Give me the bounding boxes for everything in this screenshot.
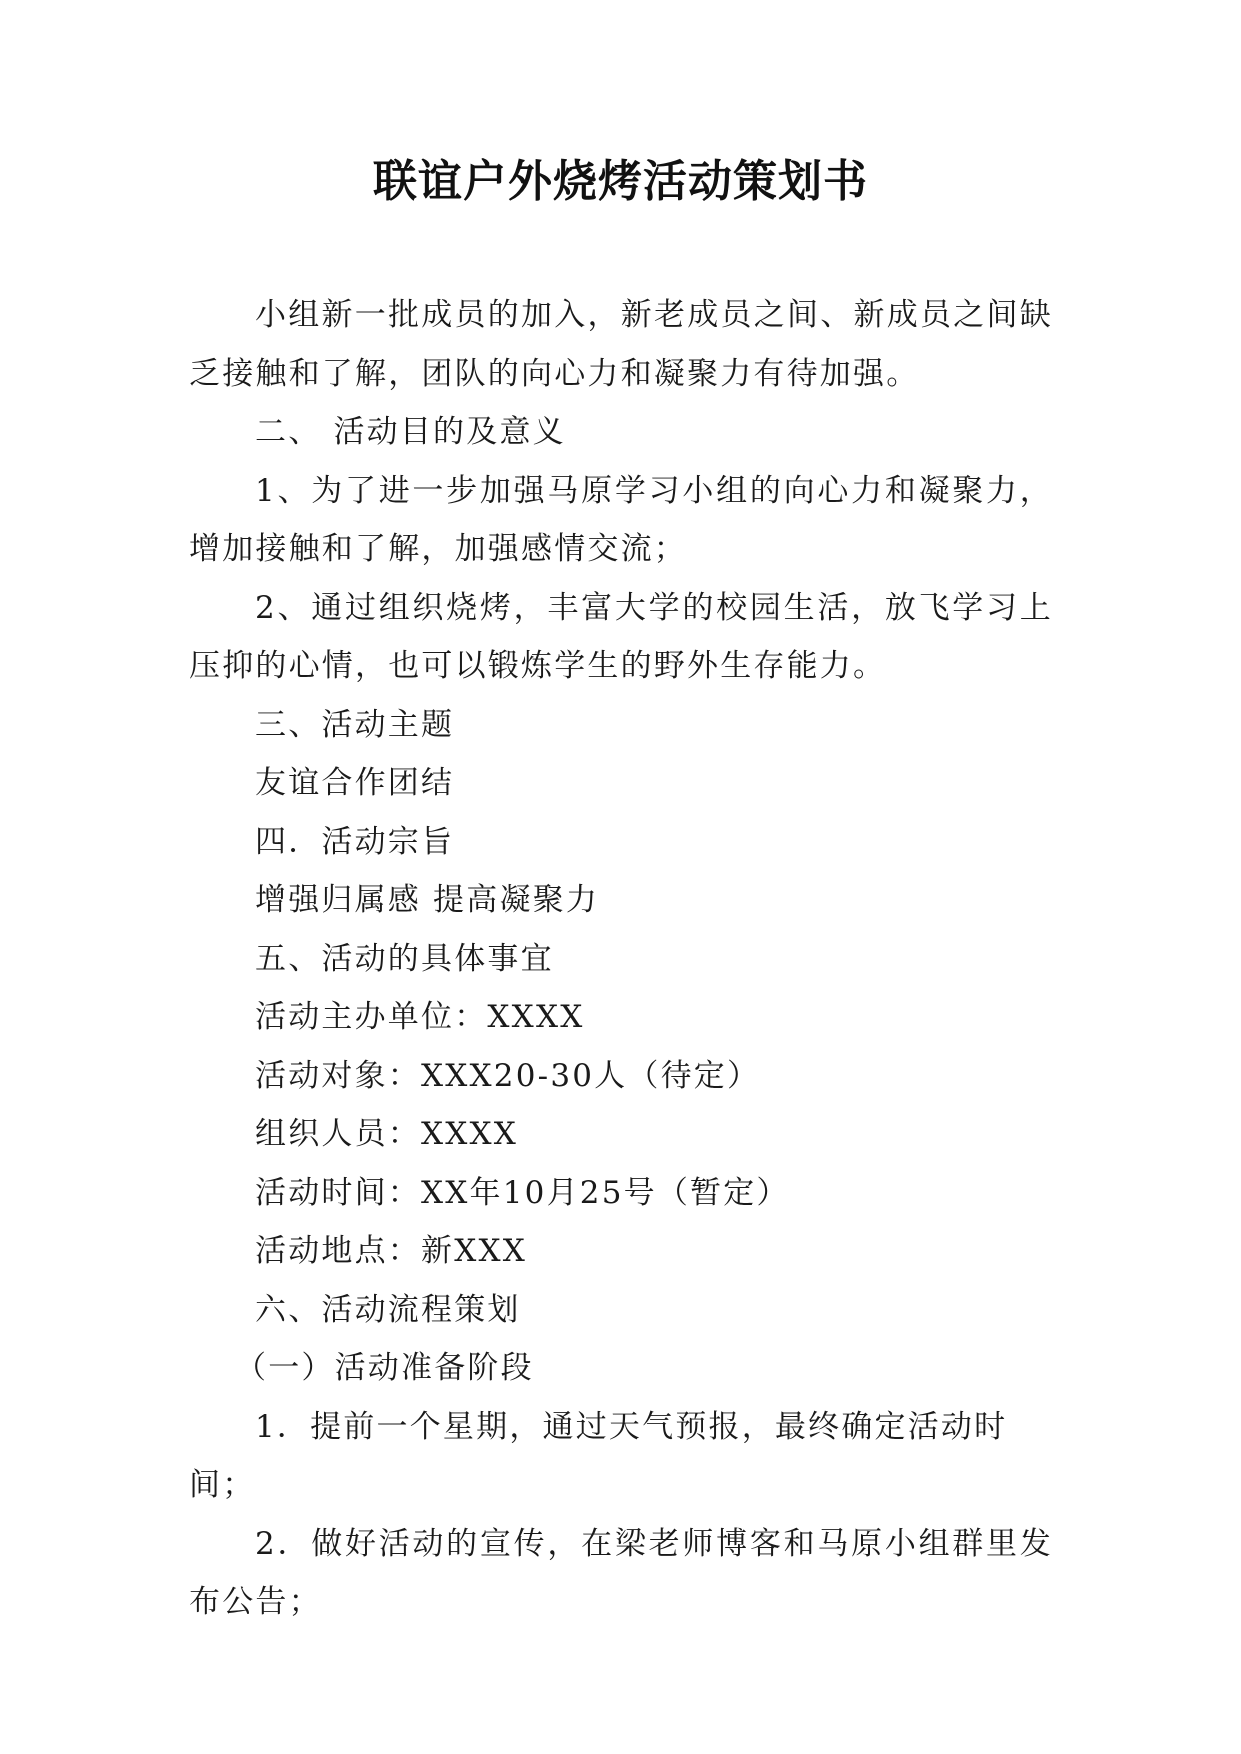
document-title: 联谊户外烧烤活动策划书 bbox=[373, 156, 868, 207]
subheading-preparation: （一）活动准备阶段 bbox=[235, 1350, 534, 1386]
section-heading-aim: 四．活动宗旨 bbox=[255, 823, 455, 860]
paragraph-background: 小组新一批成员的加入，新老成员之间、新成员之间缺乏接触和了解，团队的向心力和凝聚力有待加强。 bbox=[189, 297, 1053, 392]
section-heading-process: 六、活动流程策划 bbox=[255, 1291, 521, 1328]
detail-location: 活动地点：新XXX bbox=[255, 1233, 528, 1269]
paragraph-aim: 增强归属感 提高凝聚力 bbox=[255, 882, 600, 918]
paragraph-purpose-2: 2、通过组织烧烤，丰富大学的校园生活，放飞学习上压抑的心情，也可以锻炼学生的野外生存能力。 bbox=[189, 589, 1053, 684]
section-heading-purpose: 二、 活动目的及意义 bbox=[255, 414, 566, 450]
document-body bbox=[189, 286, 1053, 1632]
section-heading-theme: 三、活动主题 bbox=[255, 706, 455, 743]
paragraph-theme: 友谊合作团结 bbox=[255, 765, 455, 801]
preparation-step-1: 1．提前一个星期，通过天气预报，最终确定活动时间； bbox=[189, 1408, 1008, 1503]
section-heading-details: 五、活动的具体事宜 bbox=[255, 940, 554, 977]
detail-time: 活动时间：XX年10月25号（暂定） bbox=[255, 1174, 790, 1211]
paragraph-purpose-1: 1、为了进一步加强马原学习小组的向心力和凝聚力，增加接触和了解，加强感情交流； bbox=[189, 472, 1053, 567]
detail-organizer: 活动主办单位：XXXX bbox=[255, 999, 585, 1035]
preparation-step-2: 2．做好活动的宣传，在梁老师博客和马原小组群里发布公告； bbox=[189, 1525, 1053, 1620]
detail-participants: 活动对象：XXX20-30人（待定） bbox=[255, 1057, 761, 1094]
detail-staff: 组织人员：XXXX bbox=[255, 1116, 519, 1152]
